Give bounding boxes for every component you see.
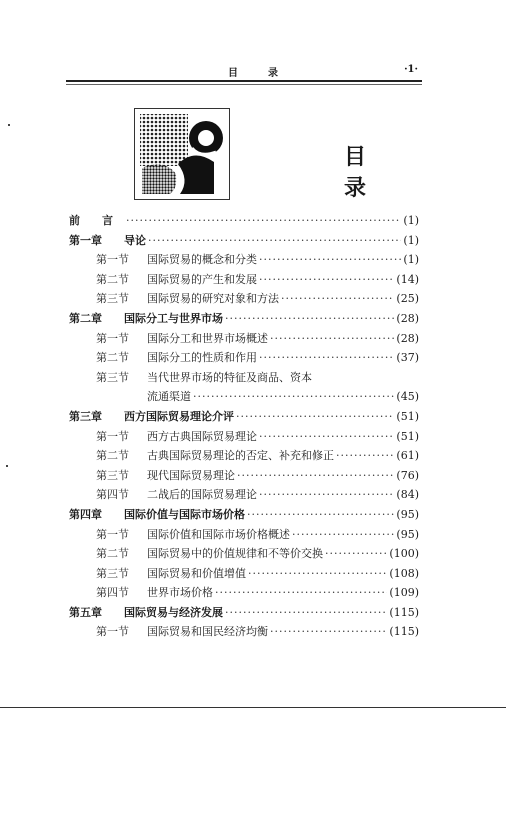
toc-entry-title: 现代国际贸易理论 [147, 468, 235, 482]
toc-entry-label: 第一节 [96, 625, 129, 639]
toc-entry-title: 国际贸易的产生和发展 [147, 272, 257, 286]
toc-entry-page: (1) [403, 253, 419, 267]
running-header [68, 64, 418, 78]
toc-section-row [69, 564, 419, 584]
toc-entry-page: (51) [396, 409, 419, 423]
toc-entry-label: 第四节 [96, 586, 129, 600]
toc-entry-title: 国际价值和国际市场价格概述 [147, 527, 290, 541]
toc-continuation-row [69, 387, 419, 407]
toc-entry-title: 当代世界市场的特征及商品、资本 [147, 370, 312, 384]
header-rule-thin [66, 84, 422, 85]
toc-leader-dots [259, 485, 394, 505]
toc-leader-dots [270, 329, 394, 349]
toc-leader-dots [270, 622, 387, 642]
toc-chapter-row [69, 407, 419, 427]
toc-leader-dots [236, 407, 394, 427]
toc-entry-page: (95) [396, 527, 419, 541]
toc-entry-label: 第二节 [96, 449, 129, 463]
page-title: 目 录 [344, 144, 457, 201]
toc-entry-label: 第一节 [96, 331, 129, 345]
toc-entry-label: 第二章 [69, 311, 102, 325]
toc-entry-label: 第三节 [96, 468, 129, 482]
toc-entry-title: 国际价值与国际市场价格 [124, 507, 245, 521]
toc-entry-label: 第三节 [96, 566, 129, 580]
toc-section-row [69, 289, 419, 309]
toc-chapter-row [69, 231, 419, 251]
toc-entry-title: 古典国际贸易理论的否定、补充和修正 [147, 449, 334, 463]
toc-section-row [69, 348, 419, 368]
toc-entry-page: (115) [389, 605, 419, 619]
toc-entry-page: (61) [396, 449, 419, 463]
toc-entry-title: 国际贸易与经济发展 [124, 605, 223, 619]
toc-leader-dots [259, 348, 394, 368]
toc-entry-page: (108) [389, 566, 419, 580]
toc-section-row [69, 427, 419, 447]
toc-entry-title: 西方古典国际贸易理论 [147, 429, 257, 443]
toc-section-row [69, 622, 419, 642]
toc-entry-page: (45) [396, 390, 419, 404]
toc-section-row [69, 270, 419, 290]
toc-entry-label: 第一节 [96, 527, 129, 541]
toc-entry-page: (37) [396, 351, 419, 365]
toc-chapter-row [69, 309, 419, 329]
toc-section-row [69, 446, 419, 466]
toc-entry-page: (14) [396, 272, 419, 286]
toc-section-row [69, 368, 419, 388]
toc-leader-dots [215, 583, 387, 603]
toc-entry-title: 导论 [124, 233, 146, 247]
toc-entry-title: 二战后的国际贸易理论 [147, 488, 257, 502]
toc-entry-title: 国际贸易和价值增值 [147, 566, 246, 580]
toc-entry-label: 前 言 [69, 214, 113, 227]
toc-leader-dots [248, 564, 387, 584]
toc-entry-label: 第一节 [96, 253, 129, 267]
toc-entry-page: (84) [396, 488, 419, 502]
toc-leader-dots [259, 427, 394, 447]
toc-entry-title: 西方国际贸易理论介评 [124, 409, 234, 423]
toc-entry-label: 第五章 [69, 605, 102, 619]
toc-entry-page: (76) [396, 468, 419, 482]
toc-entry-title: 流通渠道 [147, 390, 191, 404]
toc-entry-page: (109) [389, 586, 419, 600]
toc-leader-dots [225, 603, 387, 623]
toc-entry-page: (1) [403, 233, 419, 247]
toc-entry-page: (115) [389, 625, 419, 639]
toc-section-row [69, 583, 419, 603]
toc-section-row [69, 485, 419, 505]
toc-leader-dots [237, 466, 394, 486]
toc-chapter-row [69, 603, 419, 623]
toc-entry-title: 国际贸易中的价值规律和不等价交换 [147, 547, 323, 561]
toc-section-row [69, 525, 419, 545]
toc-entry-title: 国际分工和世界市场概述 [147, 331, 268, 345]
toc-entry-title: 国际贸易和国民经济均衡 [147, 625, 268, 639]
toc-entry-label: 第四节 [96, 488, 129, 502]
toc-entry-label: 第三章 [69, 409, 102, 423]
toc-leader-dots [336, 446, 394, 466]
toc-entry-page: (28) [396, 331, 419, 345]
toc-entry-title: 国际分工的性质和作用 [147, 351, 257, 365]
toc-leader-dots [225, 309, 394, 329]
header-rule [66, 80, 422, 82]
toc-section-row [69, 250, 419, 270]
toc-entry-label: 第四章 [69, 507, 102, 521]
toc-entry-title: 国际贸易的研究对象和方法 [147, 292, 279, 306]
toc-entry-title: 世界市场价格 [147, 586, 213, 600]
toc-section-row [69, 466, 419, 486]
table-of-contents [69, 211, 419, 642]
toc-entry-title: 国际分工与世界市场 [124, 311, 223, 325]
toc-entry-page: (95) [396, 507, 419, 521]
toc-entry-page: (25) [396, 292, 419, 306]
toc-leader-dots [126, 211, 401, 231]
toc-chapter-row [69, 505, 419, 525]
toc-entry-label: 第三节 [96, 292, 129, 306]
toc-entry-label: 第二节 [96, 351, 129, 365]
toc-entry-page: (28) [396, 311, 419, 325]
toc-chapter-row [69, 211, 419, 231]
toc-entry-page: (1) [403, 214, 419, 227]
running-header-title: 目 录 [228, 68, 288, 79]
toc-entry-label: 第三节 [96, 370, 129, 384]
toc-leader-dots [247, 505, 394, 525]
toc-leader-dots [259, 270, 394, 290]
toc-leader-dots [281, 289, 394, 309]
toc-entry-page: (51) [396, 429, 419, 443]
running-header-page-number: ·1· [404, 64, 418, 75]
toc-entry-label: 第一节 [96, 429, 129, 443]
scan-speck [6, 465, 8, 467]
toc-leader-dots [148, 231, 401, 251]
toc-entry-label: 第二节 [96, 547, 129, 561]
toc-entry-label: 第一章 [69, 233, 102, 247]
toc-section-row [69, 329, 419, 349]
scan-speck [8, 124, 10, 126]
bottom-rule [0, 707, 506, 708]
toc-leader-dots [325, 544, 387, 564]
toc-entry-label: 第二节 [96, 272, 129, 286]
toc-leader-dots [193, 387, 394, 407]
toc-leader-dots [259, 250, 401, 270]
toc-leader-dots [292, 525, 394, 545]
toc-entry-title: 国际贸易的概念和分类 [147, 253, 257, 267]
toc-section-row [69, 544, 419, 564]
toc-entry-page: (100) [389, 547, 419, 561]
decorative-logo-graphic [134, 108, 230, 200]
